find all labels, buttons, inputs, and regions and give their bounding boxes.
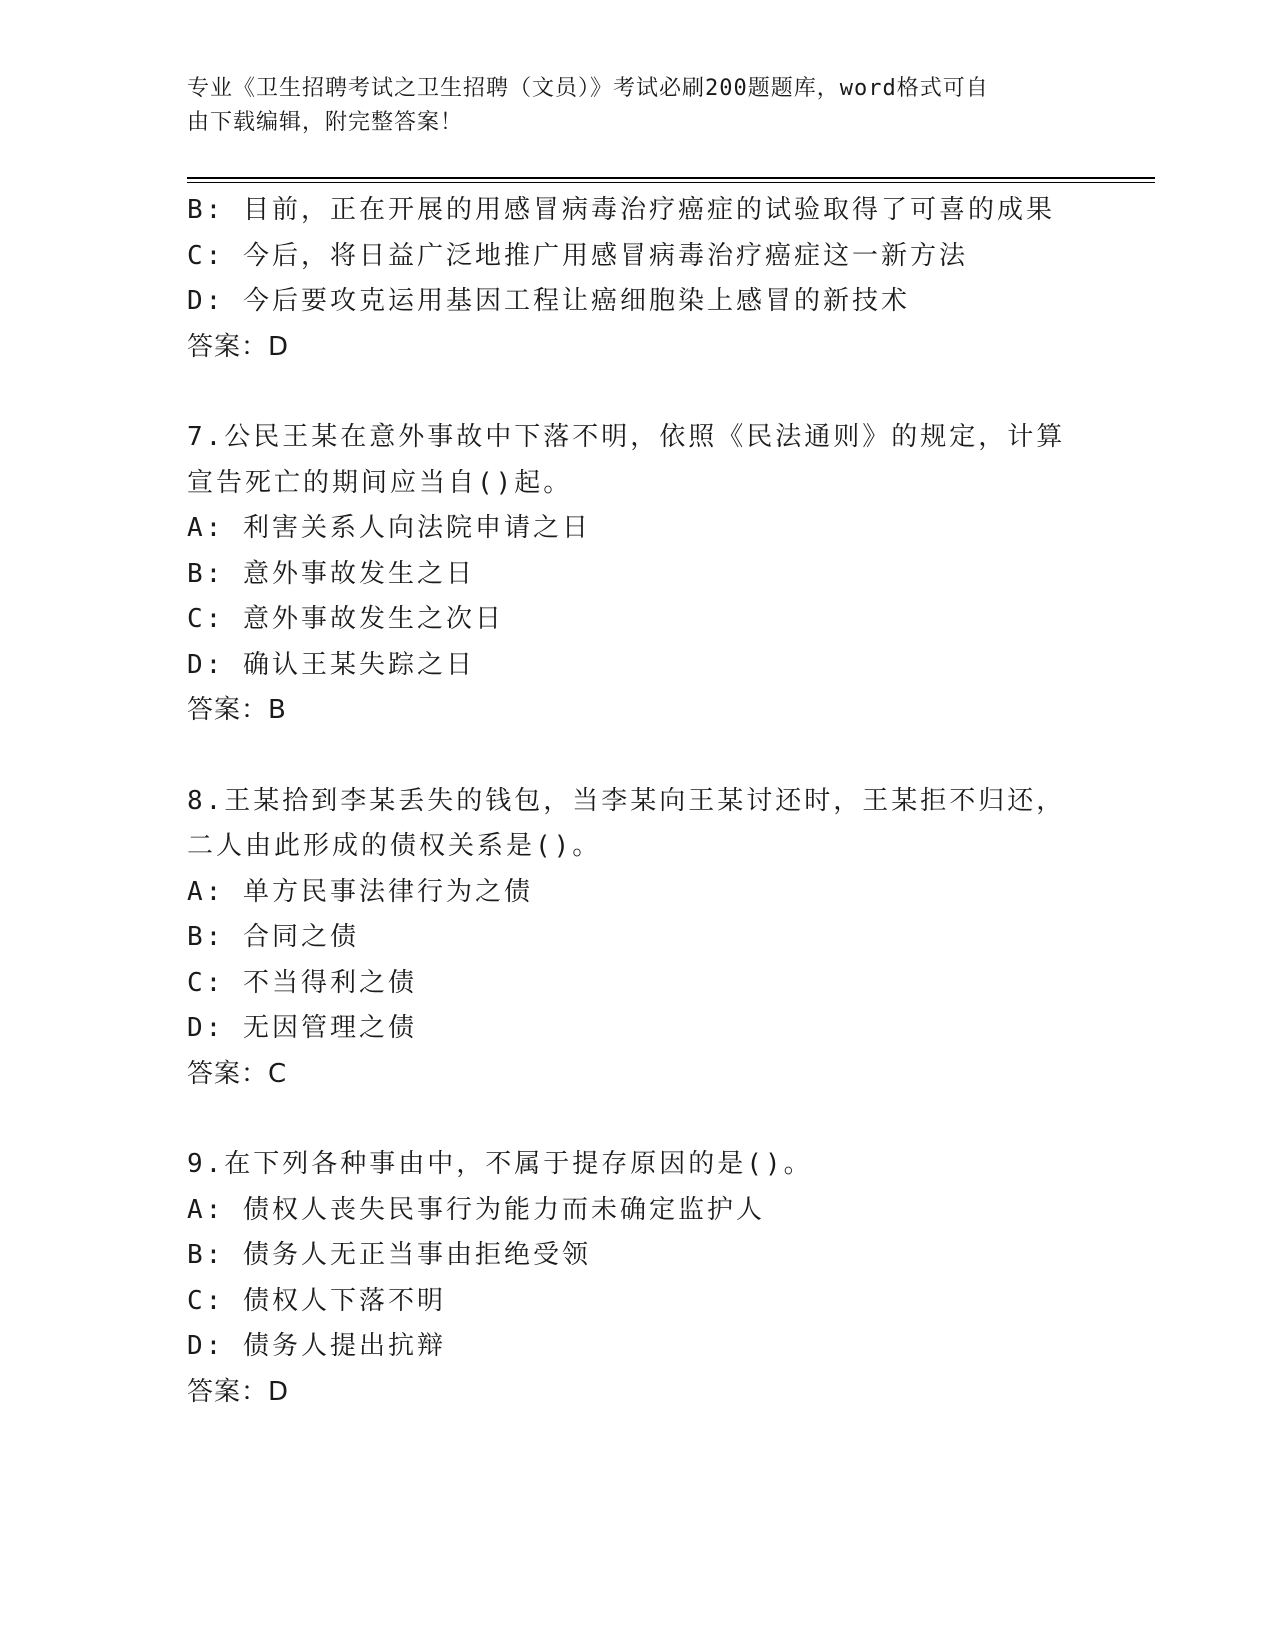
question-block-7 [187,415,1087,734]
option-b: B: 意外事故发生之日 [187,558,475,589]
option-d: D: 今后要攻克运用基因工程让癌细胞染上感冒的新技术 [187,286,910,316]
answer-line: 答案：C [187,1058,288,1089]
option-b: B: 目前，正在开展的用感冒病毒治疗癌症的试验取得了可喜的成果 [187,195,1055,225]
question-stem-line: 9.在下列各种事由中，不属于提存原因的是()。 [187,1149,813,1179]
option-a: A: 单方民事法律行为之债 [187,876,533,907]
question-stem-line: 8.王某拾到李某丢失的钱包，当李某向王某讨还时，王某拒不归还， [187,785,1066,816]
option-d: D: 确认王某失踪之日 [187,649,475,680]
option-c: C: 不当得利之债 [187,967,417,998]
question-block-8 [187,779,1087,1098]
question-list [187,188,1087,1415]
option-b: B: 合同之债 [187,922,359,952]
option-d: D: 无因管理之债 [187,1013,417,1043]
header-line-2: 由下载编辑，附完整答案！ [187,110,464,135]
question-block-9 [187,1142,1087,1415]
question-stem-line: 二人由此形成的债权关系是()。 [187,831,602,861]
question-block-prev [187,188,1087,370]
option-c: C: 意外事故发生之次日 [187,604,504,634]
document-header [187,72,1067,140]
answer-line: 答案：D [187,1376,290,1407]
option-b: B: 债务人无正当事由拒绝受领 [187,1240,591,1270]
spacer [187,734,1087,779]
option-c: C: 债权人下落不明 [187,1285,446,1316]
header-divider-thin [187,182,1155,183]
option-a: A: 利害关系人向法院申请之日 [187,513,591,543]
answer-line: 答案：B [187,695,287,725]
option-c: C: 今后，将日益广泛地推广用感冒病毒治疗癌症这一新方法 [187,240,968,271]
header-line-1: 专业《卫生招聘考试之卫生招聘（文员）》考试必刷200题题库，word格式可自 [187,76,989,101]
header-divider-thick [187,177,1155,179]
option-d: D: 债务人提出抗辩 [187,1331,446,1361]
spacer [187,370,1087,415]
question-stem-line: 宣告死亡的期间应当自()起。 [187,467,573,498]
spacer [187,1097,1087,1142]
option-a: A: 债权人丧失民事行为能力而未确定监护人 [187,1194,765,1225]
answer-line: 答案：D [187,331,290,362]
question-stem-line: 7.公民王某在意外事故中下落不明，依照《民法通则》的规定，计算 [187,422,1066,452]
